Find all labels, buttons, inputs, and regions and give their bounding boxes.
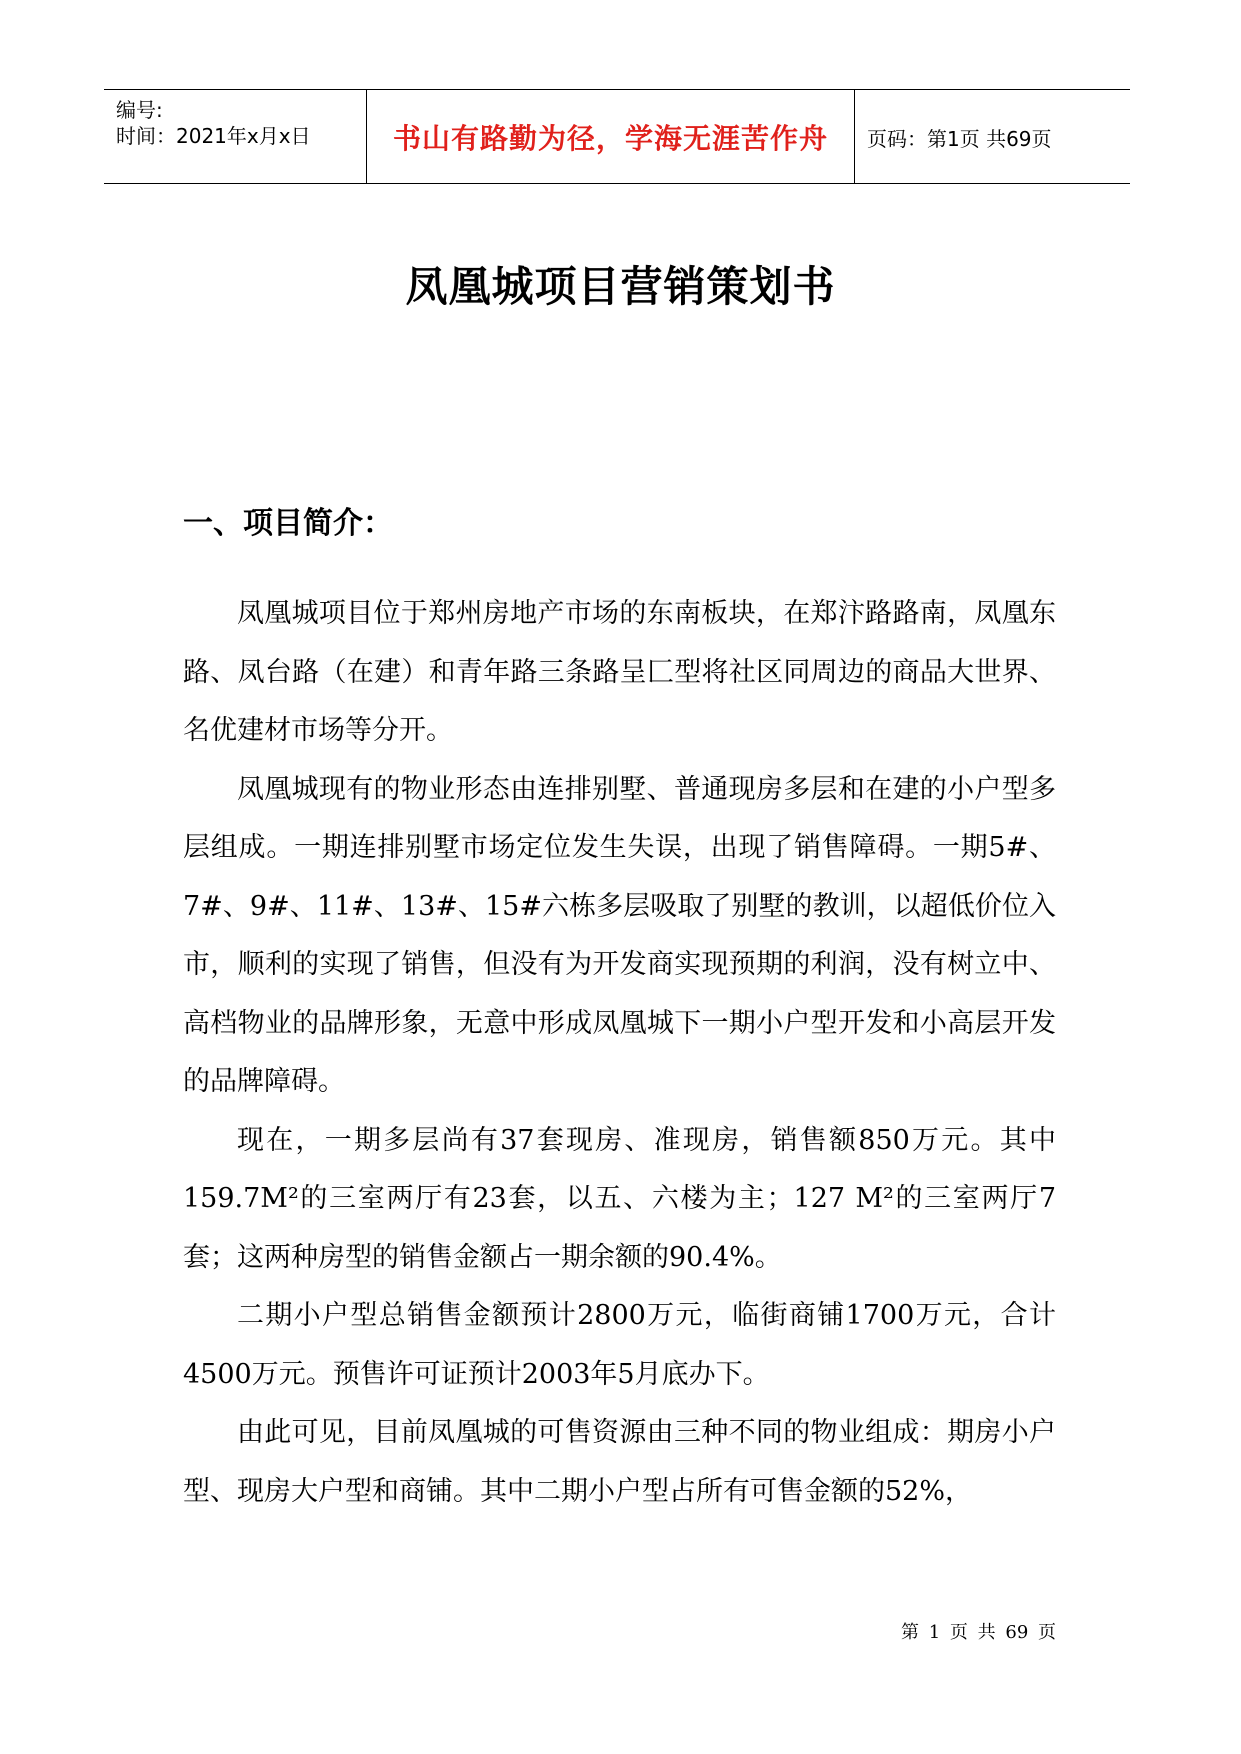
page-footer: 第 1 页 共 69 页	[901, 1622, 1056, 1643]
body-paragraph: 凤凰城现有的物业形态由连排别墅、普通现房多层和在建的小户型多层组成。一期连排别墅市场定位发生失误，出现了销售障碍。一期5#、7#、9#、11#、13#、15#六栋多层吸取了别墅的教训，以超低价位入市，顺利的实现了销售，但没有为开发商实现预期的利润，没有树立中、高档物业的品牌形象，无意中形成凤凰城下一期小户型开发和小高层开发的品牌障碍。	[183, 773, 1056, 1097]
document-date-label: 时间：2021年x月x日	[116, 124, 311, 148]
document-number-label: 编号:	[116, 98, 163, 122]
header-motto: 书山有路勤为径，学海无涯苦作舟	[392, 122, 828, 155]
body-paragraph: 现在，一期多层尚有37套现房、准现房，销售额850万元。其中159.7M²的三室两厅有23套，以五、六楼为主；127 M²的三室两厅7套；这两种房型的销售金额占一期余额的90.4%。	[183, 1124, 1056, 1273]
document-title: 凤凰城项目营销策划书	[405, 262, 836, 311]
page-header	[104, 89, 1130, 184]
header-info-cell	[104, 90, 366, 183]
body-paragraph: 由此可见，目前凤凰城的可售资源由三种不同的物业组成：期房小户型、现房大户型和商铺。其中二期小户型占所有可售金额的52%，	[183, 1417, 1056, 1507]
header-page-cell	[855, 90, 1130, 183]
body-text	[183, 585, 1056, 1521]
body-paragraph: 二期小户型总销售金额预计2800万元，临街商铺1700万元，合计4500万元。预售许可证预计2003年5月底办下。	[183, 1300, 1056, 1390]
header-page-number: 页码：第1页 共69页	[867, 127, 1052, 151]
header-motto-cell	[366, 90, 855, 183]
body-paragraph: 凤凰城项目位于郑州房地产市场的东南板块，在郑汴路路南，凤凰东路、凤台路（在建）和青年路三条路呈匚型将社区同周边的商品大世界、名优建材市场等分开。	[183, 598, 1056, 746]
section-heading: 一、项目简介：	[183, 506, 393, 541]
